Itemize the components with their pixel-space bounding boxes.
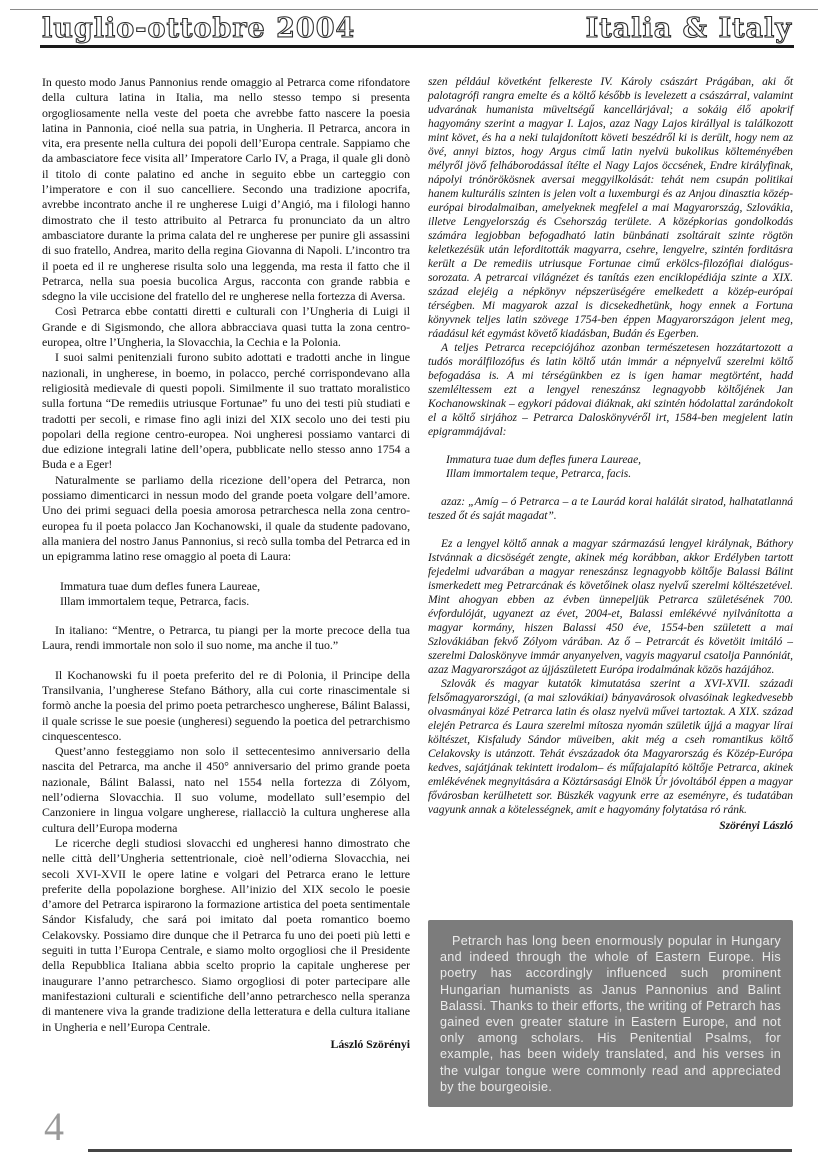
paragraph: Naturalmente se parliamo della ricezione dell’opera del Petrarca, non possiamo dimenticarci in nessun modo del grande poeta volgare dell’amore. Uno dei primi seguaci della poesia amorosa petrarchesca nella zona centro-europea fu il poeta polacco Jan Kochanowski, il quale da studente padovano, alla maniera del nostro Janus Pannonius, si recò sulla tomba del Petrarca ed in un epigramma latino rese omaggio al poeta di Laura: (42, 472, 410, 564)
author-signature: László Szörényi (330, 1036, 410, 1051)
poem-line: Illam immortalem teque, Petrarca, facis. (446, 468, 632, 480)
footer-rule (88, 1149, 792, 1152)
paragraph: szen például követként felkereste IV. Károly császárt Prágában, aki őt palotagrófi rangra emelte és a költő később is levelezett a császárral, valamint udvarának humanista müveltségű kancellárjával; a sokáig élő apokrif hagyomány szerint a magyar I. Lajos, azaz Nagy Lajos királlyal is találkozott mint követ, és ha a neki tulajdonított követi beszédről ki is derült, hogy nem az övé, annyi biztos, hogy Argus cimű latin nyelvü bukolikus költeményében mélyről jövő felháborodással ítélte el Nagy Lajos öccsének, Endre királyfinak, nápolyi trónörökösnek aversai meggyilkolását: tehát nem csupán politikai hanem kulturális szinten is jelen volt a luxemburgi és az Anjou dinasztia közép-európai birodalmaiban, amelyeknek megfelel a mai Magyarország, Szlovákia, illetve Lengyelország és Csehország területe. A középkorias gondolkodás számára legjobban befogadható latin bünbánati zsoltárait szinte rögtön keletkezésük után leforditották magyarra, csehre, lengyelre, szintén forditásra került a De remediis utriusque Fortunae cimű erkölcs-filozófiai dialógus-sorozata. A petrarcai világnézet és tanítás ezen enciklopédiája szinte a XIX. század elejéig a népkönyv népszerüségére emelkedett a közép-európai térségben. Mi magyarok azzal is dicsekedhetünk, hogy ennek a Fortuna könyvnek teljes latin szövege 1754-ben éppen Magyarországon jelent meg, ráadásul két egymást követő kiadásban, Budán és Egerben. (428, 76, 793, 340)
english-summary-box: Petrarch has long been enormously popular in Hungary and indeed through the whole of Eastern Europe. His poetry has accordingly influenced such prominent Hungarian humanists as Janus Pannonius and Balint Balassi. Thanks to their efforts, the writing of Petrarch has gained even greater stature in Eastern Europe, and not only among scholars. His Penitential Psalms, for example, has been widely translated, and his verses in the vulgar tongue were commonly read and appreciated by the bourgeoisie. (428, 920, 793, 1107)
paragraph: A teljes Petrarca recepciójához azonban természetesen hozzátartozott a tudós morálfilozófus és latin költő után immár a népnyelvű szerelmi költő befogadása is. A mi térségünkben ez is igen hamar megtörtént, hadd szemléltessem ezt a lengyel reneszánsz legnagyobb költőjének Jan Kochanowskinak – egykori pádovai diáknak, aki szintén hódolattal zarándokolt el a költő sirjához – Petrarca Daloskönyvéről irt, 1584-ben megjelent latin epigrammájával: (428, 342, 793, 438)
paragraph: In italiano: “Mentre, o Petrarca, tu piangi per la morte precoce della tua Laura, rendi immortale non solo il suo nome, ma anche il tuo.” (42, 623, 410, 653)
article-column-hungarian (428, 75, 793, 833)
paragraph: Così Petrarca ebbe contatti diretti e culturali con l’Ungheria di Luigi il Grande e di Sigismondo, che allora abbracciava quasi tutta la zona centro-europea, oltre l’Ungheria, la Slovacchia, la Cechia e la Polonia. (42, 304, 410, 350)
author-signature: Szörényi László (719, 820, 793, 832)
paragraph: Le ricerche degli studiosi slovacchi ed ungheresi hanno dimostrato che nelle città dell’Ungheria settentrionale, cioè nell’odierna Slovacchia, nei secoli XVI-XVII le opere latine e volgari del Petrarca erano le letture preferite della popolazione borghese. All’inizio del XIX secolo le poesie d’amore del Petrarca ispirarono la formazione artistica del poeta sentimentale Sándor Kisfaludy, che sará poi imitato dal poeta romantico boemo Celakovsky. Possiamo dire dunque che il Petrarca fu uno dei poeti più letti e seguiti in tutta l’Europa Centrale, e siamo molto orgogliosi che il Presidente della Repubblica Italiana abbia scelto proprio la capitale ungherese per inaugurare l’anno petrarchesco. Siamo orgogliosi di poter partecipare alle manifestazioni culturali e scientifiche dell’anno petrarchesco nella speranza di mantenere viva la grande tradizione della letteratura e della cultura italiane in Ungheria e nell’Europa Centrale. (42, 835, 410, 1034)
latin-epigram (60, 579, 410, 610)
paragraph: In questo modo Janus Pannonius rende omaggio al Petrarca come rifondatore della cultura latina in Italia, ma nello stesso tempo si presenta orgogliosamente nella veste del poeta che avrebbe fatto nascere la poesia latina in Pannonia, cioé nella sua patria, in Ungheria. Il Petrarca, ancora in vita, era presente nella cultura dei popoli dell’Europa centrale. Sappiamo che da ambasciatore fece visita all’ Imperatore Carlo IV, a Praga, il quale gli donò il titolo di conte palatino ed anche in seguito ebbe un carteggio con l’imperatore e con il suo cancelliere. Secondo una tradizione apocrifa, avrebbe incontrato anche il re ungherese Luigi d’Angió, ma i filologi hanno dimostrato che il testo attribuito al Petrarca fu pronunciato da un altro ambasciatore durante la prima calata del re ungherese per punire gli assassini di suo fratello, Andrea, marito della regina Giovanna di Napoli. L’incontro tra il poeta ed il re ungherese risulta solo una leggenda, ma resta il fatto che il Petrarca, nella sua poesia bucolica Argus, racconta con grande rabbia e sdegno la vile uccisione del fratello del re ungherese nella fortezza di Aversa. (42, 75, 410, 304)
magazine-title: Italia & Italy (585, 13, 792, 44)
top-hairline-rule (10, 9, 818, 10)
header-issue-date: luglio-ottobre 2004 (42, 13, 356, 44)
paragraph: azaz: „Amíg – ó Petrarca – a te Laurád korai halálát siratod, halhatatlanná teszed őt és saját magadat”. (428, 496, 793, 522)
poem-line: Immatura tuae dum defles funera Laureae, (60, 578, 261, 593)
paragraph: Szlovák és magyar kutatók kimutatása szerint a XVI-XVII. századi felsőmagyarországi, (a mai szlovákiai) bányavárosok olvasóinak legkedvesebb olvasmányai közé Petrarca latin és olasz nyelvü művei tartoztak. A XIX. század elején Petrarca és Laura szerelmi mítosza nyomán születik újjá a magyar lírai költészet, Kisfaludy Sándor müveiben, akit még a cseh romantikus költő Celakovsky is utánzott. Tehát évszázadok óta Magyarország és Közép-Európa kedves, sajátjának tekintett irodalom– és műfajalapító költője Petrarca, akinek emlékévének megnyitására a Köztársasági Elnök Úr jóvoltából éppen a magyar fővárosban kerülhetett sor. Büszkék vagyunk erre az eseményre, és tudatában vagyunk annak a kötelességnek, amit e hagyomány folytatása ró ránk. (428, 678, 793, 816)
paragraph: Ez a lengyel költő annak a magyar származású lengyel királynak, Báthory Istvánnak a dicsöségét zengte, akinek még korábban, akkor Erdélyben tartott fejedelmi udvarában a magyar reneszánsz legnagyobb költője Balassi Bálint ismerkedett meg Petrarcának és követőinek olasz nyelvű szerelmi költészetével. Mint ahogyan ebben az évben ünnepeljük Petrarca születésének 700. évfordulóját, ugyanezt az évet, 2004-et, Balassi emlékévvé nyilvánította a magyar kormány, hiszen Balassi 450 éve, 1554-ben született a mai Szlovákiában fekvő Zólyom várában. Az ő – Petrarcát és követöit imitáló – szerelmi Daloskönyve immár anyanyelven, vagyis magyarul csatolja Pannóniát, azaz Magyarországot az újjászületett Európa irodalmának közös hazájához. (428, 538, 793, 676)
paragraph: I suoi salmi penitenziali furono subito adottati e tradotti anche in lingue nazionali, in ungherese, in boemo, in polacco, perché corrispondevano alla religiosità medievale di questi popoli. Similmente il suo trattato moralistico sulla fortuna “De remediis utriusque Fortunae” fu uno dei testi più studiati e tradotti per secoli, e rimase fino agli inizi del XIX secolo uno dei testi piu popolari della regione centro-europea. Noi ungheresi possiamo vantarci di due edizione integrali latine dell’opera, pubblicate nello stesso anno 1754 a Buda e a Eger! (42, 350, 410, 472)
latin-epigram (446, 453, 793, 481)
page-number: 4 (44, 1104, 64, 1149)
paragraph: Quest’anno festeggiamo non solo il settecentesimo anniversario della nascita del Petrarca, ma anche il 450° anniversario del primo grande poeta nazionale, Bálint Balassi, nato nel 1554 nella fortezza di Zólyom, nell’odierna Slovacchia. Il suo volume, modellato sull’esempio del Canzoniere in lingua volgare ungherese, riallacciò la cultura ungherese alla cultura dell’Europa moderna (42, 744, 410, 835)
header-rule (40, 45, 794, 48)
poem-line: Immatura tuae dum defles funera Laureae, (446, 454, 641, 466)
paragraph: Il Kochanowski fu il poeta preferito del re di Polonia, il Principe della Transilvania, l’ungherese Stefano Báthory, alla cui corte rinascimentale si formò anche la poesia del primo poeta petrarchesco ungherese, Bálint Balassi, il quale scrisse le sue poesie (ungheresi) seguendo la poetica del petrarchismo cinquescentesco. (42, 667, 410, 743)
article-column-italian (42, 75, 410, 1052)
poem-line: Illam immortalem teque, Petrarca, facis. (60, 593, 250, 608)
